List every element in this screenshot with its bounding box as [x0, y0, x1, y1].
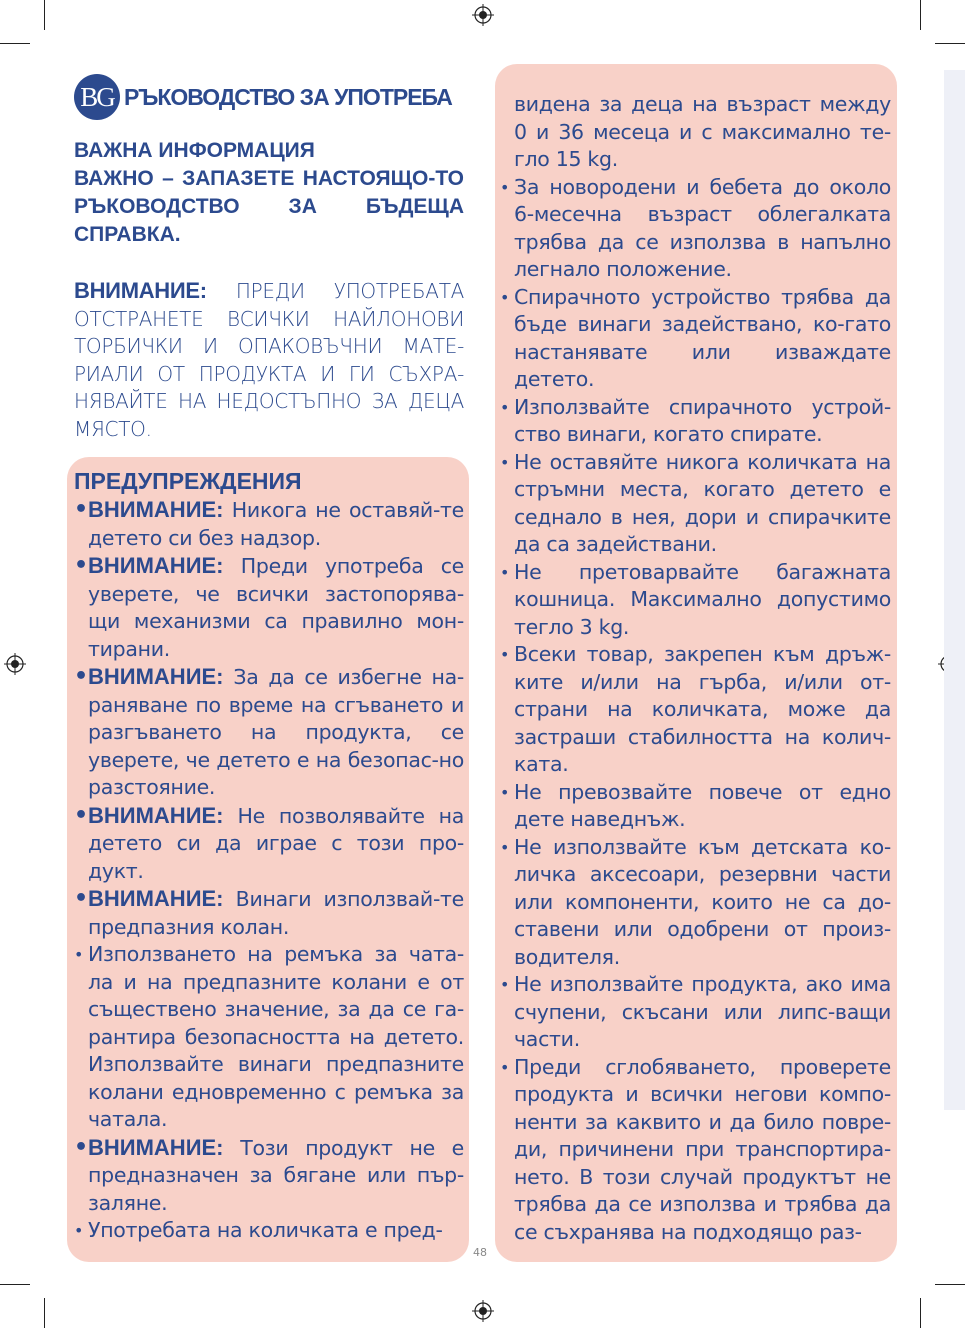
list-item: • ВНИМАНИЕ: Този продукт не е предназначен за бягане или пър-заляне. [74, 1134, 464, 1215]
crop-mark [920, 0, 921, 30]
attention-text: ПРЕДИ УПОТРЕБАТА ОТСТРАНЕТЕ ВСИЧКИ НАЙЛОНОВИ ТОРБИЧКИ И ОПАКОВЪЧНИ МАТЕ-РИАЛИ ОТ ПРОДУКТА И ГИ СЪХРА-НЯВАЙТЕ НА НЕДОСТЪПНО ЗА ДЕЦА МЯСТО. [74, 279, 464, 441]
warnings-list-right [500, 91, 891, 1246]
registration-mark-icon [4, 653, 26, 675]
important-text: ВАЖНО – ЗАПАЗЕТЕ НАСТОЯЩО-ТО РЪКОВОДСТВО ЗА БЪДЕЩА СПРАВКА. [74, 167, 464, 246]
list-item: • ВНИМАНИЕ: За да се избегне на-раняване по време на сгъването и разгъването на продукта, се уверете, че детето е на безопас-но разстояние. [74, 664, 464, 799]
list-item-continuation: видена за деца на възраст между 0 и 36 месеца и с максимално те-гло 15 kg. [514, 92, 891, 171]
crop-mark [920, 1298, 921, 1328]
important-heading: ВАЖНА ИНФОРМАЦИЯ [74, 139, 315, 162]
crop-mark [0, 43, 30, 44]
page-number: 48 [473, 1246, 487, 1259]
list-item: • ВНИМАНИЕ: Не позволявайте на детето си да играе с този про-дукт. [74, 802, 464, 883]
crop-mark [44, 1298, 45, 1328]
document-header [74, 74, 452, 120]
list-item: • Не претоварвайте багажната кошница. Максимално допустимо тегло 3 kg. [500, 559, 891, 639]
list-item: • Преди сглобяването, проверете продукта и всички негови компо-ненти за каквито и да било повре-ди, причинени при транспортира-нето. В този случай продуктът не трябва да се използва и трябва да се съхранява на подходящо раз- [500, 1054, 891, 1244]
attention-label: ВНИМАНИЕ: [74, 278, 207, 303]
warnings-list-left [74, 496, 464, 1245]
list-item: • Спирачното устройство трябва да бъде винаги задействано, ко-гато настанявате или изваждате детето. [500, 284, 891, 391]
attention-paragraph [74, 277, 464, 443]
crop-mark [935, 1284, 965, 1285]
registration-mark-icon [472, 4, 494, 26]
list-item: • Не използвайте продукта, ако има счупени, скъсани или липс-ващи части. [500, 972, 891, 1051]
important-notice [74, 137, 464, 249]
list-item: • Всеки товар, закрепен към дръж-ките и/или на гърба, и/или от-страни на количката, може да застраши стабилността на колич-ката. [500, 642, 891, 776]
list-item: • Използвайте спирачното устрой-ство винаги, когато спирате. [500, 394, 891, 446]
crop-mark [44, 0, 45, 30]
registration-mark-icon [472, 1300, 494, 1322]
crop-mark [935, 43, 965, 44]
list-item: • Не превозвайте повече от едно дете наведнъж. [500, 779, 891, 831]
list-item: • Не оставяйте никога количката на стръмни места, когато детето е седнало в нея, дори и спирачките да са задействани. [500, 449, 891, 556]
list-item: • ВНИМАНИЕ: Преди употреба се уверете, че всички застопорява-щи механизми са правилно мон-тирани. [74, 553, 464, 661]
list-item: • ВНИМАНИЕ: Никога не оставяй-те детето си без надзор. [74, 497, 464, 550]
list-item: • Употребата на количката е пред- [74, 1218, 443, 1242]
list-item: • Използването на ремъка за чата-ла и на предпазните колани е от съществено значение, за да се га-рантира безопасността на детето. Използвайте винаги предпазните колани едновременно с ремъка за чатала. [74, 942, 464, 1131]
next-page-edge [944, 70, 965, 1110]
language-badge: BG [74, 74, 120, 120]
document-title: РЪКОВОДСТВО ЗА УПОТРЕБА [124, 83, 452, 110]
warnings-title: ПРЕДУПРЕЖДЕНИЯ [74, 468, 302, 494]
crop-mark [0, 1284, 30, 1285]
list-item: • ВНИМАНИЕ: Винаги използвай-те предпазния колан. [74, 886, 464, 939]
list-item: • Не използвайте към детската ко-личка аксесоари, резервни части или компоненти, които не са до-ставени или одобрени от произ-водителя. [500, 834, 891, 969]
list-item: • За новородени и бебета до около 6-месечна възраст облегалката трябва да се използва в напълно легнало положение. [500, 174, 891, 281]
